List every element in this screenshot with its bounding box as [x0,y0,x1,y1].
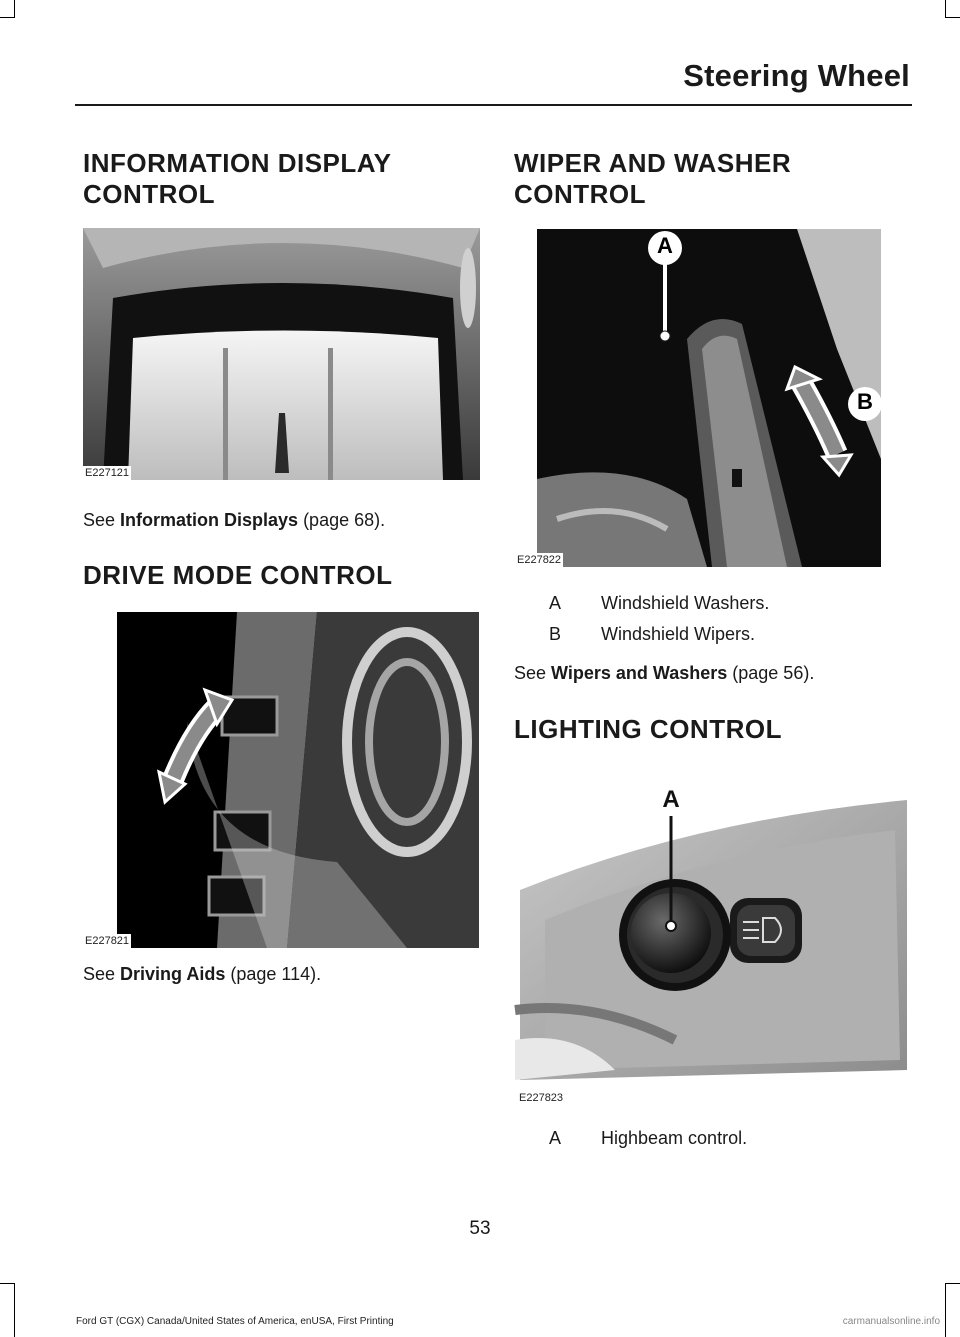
crop-mark-top-right-v [945,0,946,18]
heading-line-2: CONTROL [514,179,647,209]
link-wipers-washers[interactable]: Wipers and Washers [551,663,728,683]
figure-id: E227823 [519,1092,564,1104]
callout-a-label: A [657,233,673,258]
drive-mode-control-figure [85,612,479,948]
section-heading-drive-mode: DRIVE MODE CONTROL [83,560,393,590]
crop-mark-bottom-right-h [945,1283,960,1284]
see-reference-information-displays [83,508,385,532]
legend-text: Windshield Washers. [601,593,770,613]
figure-id: E227121 [85,467,130,479]
figure-id: E227821 [85,935,130,947]
see-suffix: (page 114). [225,964,322,984]
legend-text: Highbeam control. [601,1128,748,1148]
legend-key: B [549,624,562,644]
crop-mark-top-right-h [945,17,960,18]
see-suffix: (page 68). [298,510,386,530]
header-rule [75,104,912,106]
legend-key: A [549,1128,562,1148]
legend-key: A [549,593,562,613]
crop-mark-bottom-right-v [945,1283,946,1337]
callout-a-label: A [662,786,680,813]
legend-row-a [549,1126,889,1150]
lighting-control-figure [515,780,907,1105]
watermark: carmanualsonline.info [842,1316,940,1327]
figure-id: E227822 [517,554,562,566]
heading-line-1: INFORMATION DISPLAY [83,148,392,178]
callout-b-label: B [857,389,873,414]
legend-text: Windshield Wipers. [601,624,756,644]
crop-mark-top-left-h [0,17,15,18]
section-heading-lighting: LIGHTING CONTROL [514,714,782,744]
crop-mark-bottom-left-h [0,1283,15,1284]
crop-mark-bottom-left-v [14,1283,15,1337]
crop-mark-top-left-v [14,0,15,18]
heading-line-2: CONTROL [83,179,216,209]
heading-line-1: WIPER AND WASHER [514,148,792,178]
page-header-title: Steering Wheel [683,58,910,93]
wiper-washer-control-figure [517,229,881,567]
link-information-displays[interactable]: Information Displays [120,510,299,530]
page-number: 53 [469,1218,491,1239]
see-prefix: See [83,964,121,984]
see-prefix: See [514,663,552,683]
see-reference-wipers-washers [514,661,814,685]
legend-row-a [549,591,889,615]
link-driving-aids[interactable]: Driving Aids [120,964,226,984]
see-reference-driving-aids [83,962,321,986]
see-suffix: (page 56). [727,663,815,683]
footer-edition: Ford GT (CGX) Canada/United States of America, enUSA, First Printing [76,1316,394,1327]
legend-row-b [549,622,889,646]
section-heading-information-display [83,148,392,210]
see-prefix: See [83,510,121,530]
information-display-control-figure [83,228,480,480]
section-heading-wiper-washer [514,148,791,210]
